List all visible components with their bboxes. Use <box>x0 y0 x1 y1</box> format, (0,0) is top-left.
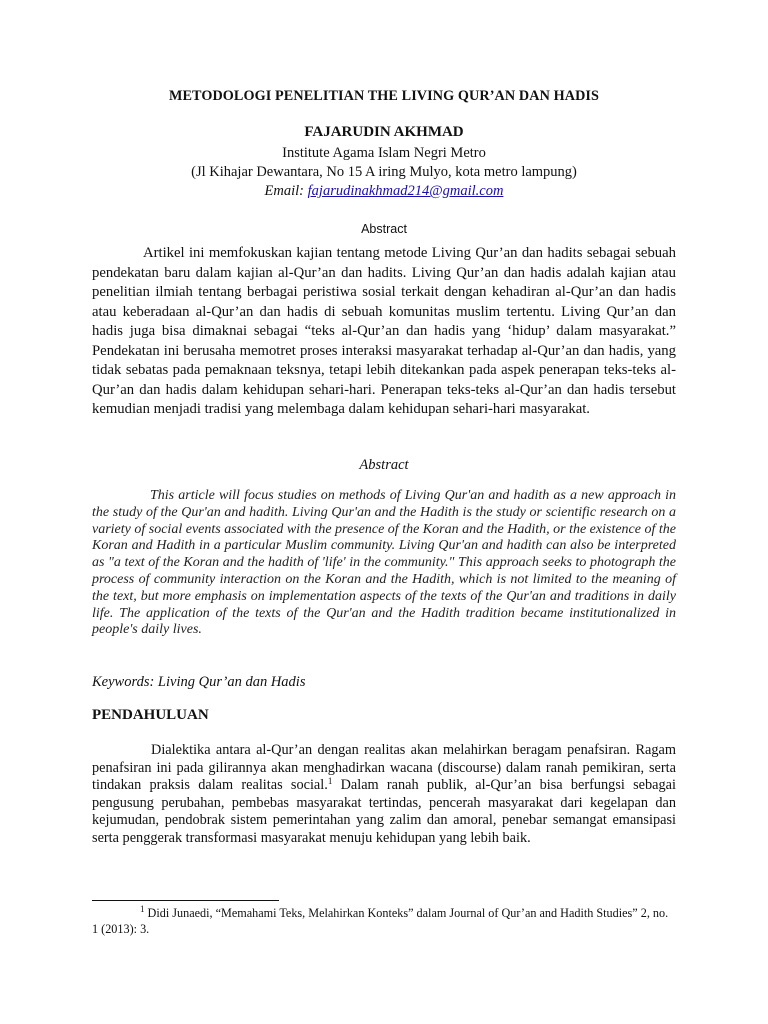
footnote-1 <box>92 906 676 937</box>
footnote-reference-mark[interactable]: 1 <box>327 776 333 787</box>
footnote-text: Didi Junaedi, “Memahami Teks, Melahirkan Konteks” dalam Journal of Qur’an and Hadith Studies” 2, no. 1 (2013): 3. <box>92 906 669 936</box>
abstract-indonesian-paragraph: Artikel ini memfokuskan kajian tentang metode Living Qur’an dan hadits sebagai sebuah pendekatan baru dalam kajian al-Qur’an dan hadits. Living Qur’an dan hadis adalah kajian atau penelitian ilmiah tentang berbagai peristiwa sosial terkait dengan kehadiran al-Qur’an dan hadis atau keberadaan al-Qur’an dan hadis di sebuah komunitas muslim tertentu. Living Qur’an dan hadis juga bisa dimaknai sebagai “teks al-Qur’an dan hadis yang ‘hidup’ dalam masyarakat.” Pendekatan ini berusaha memotret proses interaksi masyarakat terhadap al-Qur’an dan hadis, yang tidak sebatas pada pemaknaan teksnya, tetapi lebih ditekankan pada aspek penerapan teks-teks al-Qur’an dan hadis dalam kehidupan sehari-hari. Penerapan teks-teks al-Qur’an dan hadis tersebut kemudian menjadi tradisi yang melembaga dalam kehidupan sehari-hari masyarakat. <box>92 245 676 417</box>
footnote-number: 1 <box>140 904 145 914</box>
author-email-line <box>92 183 676 200</box>
abstract-heading-indonesian: Abstract <box>361 222 407 236</box>
paper-title: METODOLOGI PENELITIAN THE LIVING QUR’AN DAN HADIS <box>168 88 600 104</box>
abstract-english-paragraph: This article will focus studies on methods of Living Qur'an and hadith as a new approach in the study of the Qur'an and hadith. Living Qur'an and the Hadith is the study or scientific research on a variety of social events associated with the presence of the Koran and the Hadith, or the existence of the Koran and Hadith in a particular Muslim community. Living Qur'an and hadith can also be interpreted as "a text of the Koran and the hadith of 'life' in the community." This approach seeks to photograph the process of community interaction on the Koran and the Hadith, which is not limited to the meaning of the text, but more emphasis on implementation aspects of the texts of the Qur'an and traditions in daily life. The application of the texts of the Qur'an and the Hadith tradition became institutionalized in people's daily lives. <box>92 488 676 638</box>
introduction-paragraph <box>92 742 676 848</box>
footnote-separator-rule <box>92 900 279 901</box>
email-label: Email: <box>264 183 308 199</box>
abstract-heading-english: Abstract <box>359 457 409 473</box>
author-name: FAJARUDIN AKHMAD <box>304 124 464 140</box>
intro-text-part-2: Dalam ranah publik, al-Qur’an bisa berfungsi sebagai pengusung perubahan, pembebas masyarakat tertindas, pencerah masyarakat dari kegelapan dan kejumudan, pendobrak sistem pemerintahan yang zalim dan amoral, penebar semangat emansipasi serta penggerak transformasi masyarakat menuju kehidupan yang lebih baik. <box>92 777 676 846</box>
section-heading-pendahuluan: PENDAHULUAN <box>92 707 209 723</box>
intro-text-part-1: Dialektika antara al-Qur’an dengan realitas akan melahirkan beragam penafsiran. Ragam penafsiran ini pada gilirannya akan menghadirkan wacana (discourse) dalam ranah pemikiran, serta tindakan praksis dalam realitas social. <box>92 742 676 794</box>
author-address: (Jl Kihajar Dewantara, No 15 A iring Mulyo, kota metro lampung) <box>191 164 577 180</box>
email-link[interactable]: fajarudinakhmad214@gmail.com <box>307 183 504 199</box>
author-institution: Institute Agama Islam Negri Metro <box>282 145 486 161</box>
keywords-line: Keywords: Living Qur’an dan Hadis <box>92 674 306 690</box>
